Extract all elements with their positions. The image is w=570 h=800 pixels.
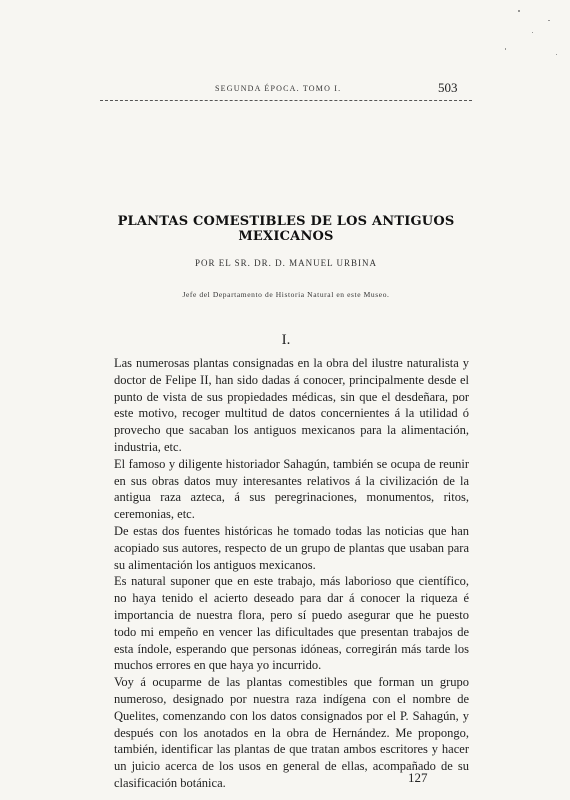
scan-speck [532, 32, 533, 33]
author-affiliation: Jefe del Departamento de Historia Natural en este Museo. [182, 290, 390, 299]
page-number: 503 [438, 80, 458, 95]
paragraph: El famoso y diligente historiador Sahagún, también se ocupa de reunir en sus obras datos muy interesantes relativos á la civilización de la antigua raza azteca, á sus peregrinaciones, monumentos, ritos, ceremonias, etc. [114, 456, 469, 522]
section-number: I. [281, 332, 291, 348]
paragraph: Las numerosas plantas consignadas en la obra del ilustre naturalista y doctor de Felipe II, han sido dadas á conocer, principalmente desde el punto de vista de sus propiedades médicas, sin que el desdeñara, por este motivo, recoger multitud de datos concernientes á la utilidad ó provecho que sacaban los antiguos mexicanos para la alimentación, industria, etc. [114, 356, 469, 454]
scan-speck [518, 10, 520, 12]
paragraph: Es natural suponer que en este trabajo, más laborioso que científico, no haya tenido el acierto deseado para dar á conocer la riqueza é importancia de nuestra flora, pero sí puedo asegurar que he puesto todo mi empeño en vencer las dificultades que presentan trabajos de esta índole, esperando que personas idóneas, corregirán más tarde los muchos errores en que haya yo incurrido. [114, 574, 469, 673]
header-rule [100, 100, 472, 101]
author-byline: POR EL SR. DR. D. MANUEL URBINA [194, 258, 378, 268]
article-body [114, 355, 469, 792]
scan-speck [548, 20, 550, 21]
paragraph: Voy á ocuparme de las plantas comestibles que forman un grupo numeroso, designado por nuestra raza indígena con el nombre de Quelites, comenzando con los datos consignados por el P. Sahagún, y después con los anotados en la obra de Hernández. Me propongo, también, identificar las plantas de que tratan ambos escritores y hacer un juicio acerca de los usos en general de ellas, acompañado de su clasificación botánica. [114, 675, 469, 790]
scan-speck [556, 54, 557, 55]
scan-speck [505, 48, 506, 50]
running-header: SEGUNDA ÉPOCA. TOMO I. [215, 84, 342, 93]
signature-number: 127 [408, 770, 428, 785]
paragraph: De estas dos fuentes históricas he tomado todas las noticias que han acopiado sus autores, respecto de un grupo de plantas que usaban para su alimentación los antiguos mexicanos. [114, 523, 469, 572]
article-title: PLANTAS COMESTIBLES DE LOS ANTIGUOS MEXICANOS [117, 214, 455, 244]
